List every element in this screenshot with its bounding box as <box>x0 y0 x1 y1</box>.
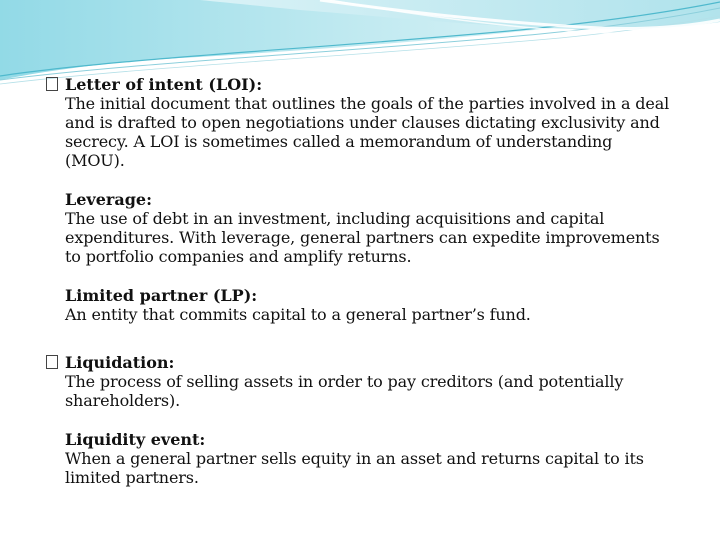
term-definition: The initial document that outlines the goals of the parties involved in a deal and is drafted to open negotiations under clauses dictating exclusivity and secrecy. A LOI is sometimes called a memorandum of understanding (MOU). <box>65 94 670 170</box>
glossary-entry-loi <box>46 75 686 170</box>
term-label: Liquidity event: <box>65 430 206 449</box>
term-definition: The use of debt in an investment, including acquisitions and capital expenditures. With leverage, general partners can expedite improvements to portfolio companies and amplify returns. <box>65 209 660 266</box>
glossary-entry-leverage <box>46 190 686 266</box>
glossary-entry-limited-partner <box>46 286 686 324</box>
term-label: Liquidation: <box>65 353 175 372</box>
term-definition: The process of selling assets in order to pay creditors (and potentially shareholders). <box>65 372 624 410</box>
term-label: Limited partner (LP): <box>65 286 258 305</box>
bullet-box-icon <box>46 355 58 369</box>
term-label: Letter of intent (LOI): <box>65 75 263 94</box>
glossary-entry-liquidation <box>46 353 686 410</box>
term-definition: When a general partner sells equity in an asset and returns capital to its limited partners. <box>65 449 644 487</box>
term-label: Leverage: <box>65 190 152 209</box>
glossary-entry-liquidity-event <box>46 430 686 487</box>
bullet-box-icon <box>46 77 58 91</box>
term-definition: An entity that commits capital to a general partner’s fund. <box>65 305 531 324</box>
